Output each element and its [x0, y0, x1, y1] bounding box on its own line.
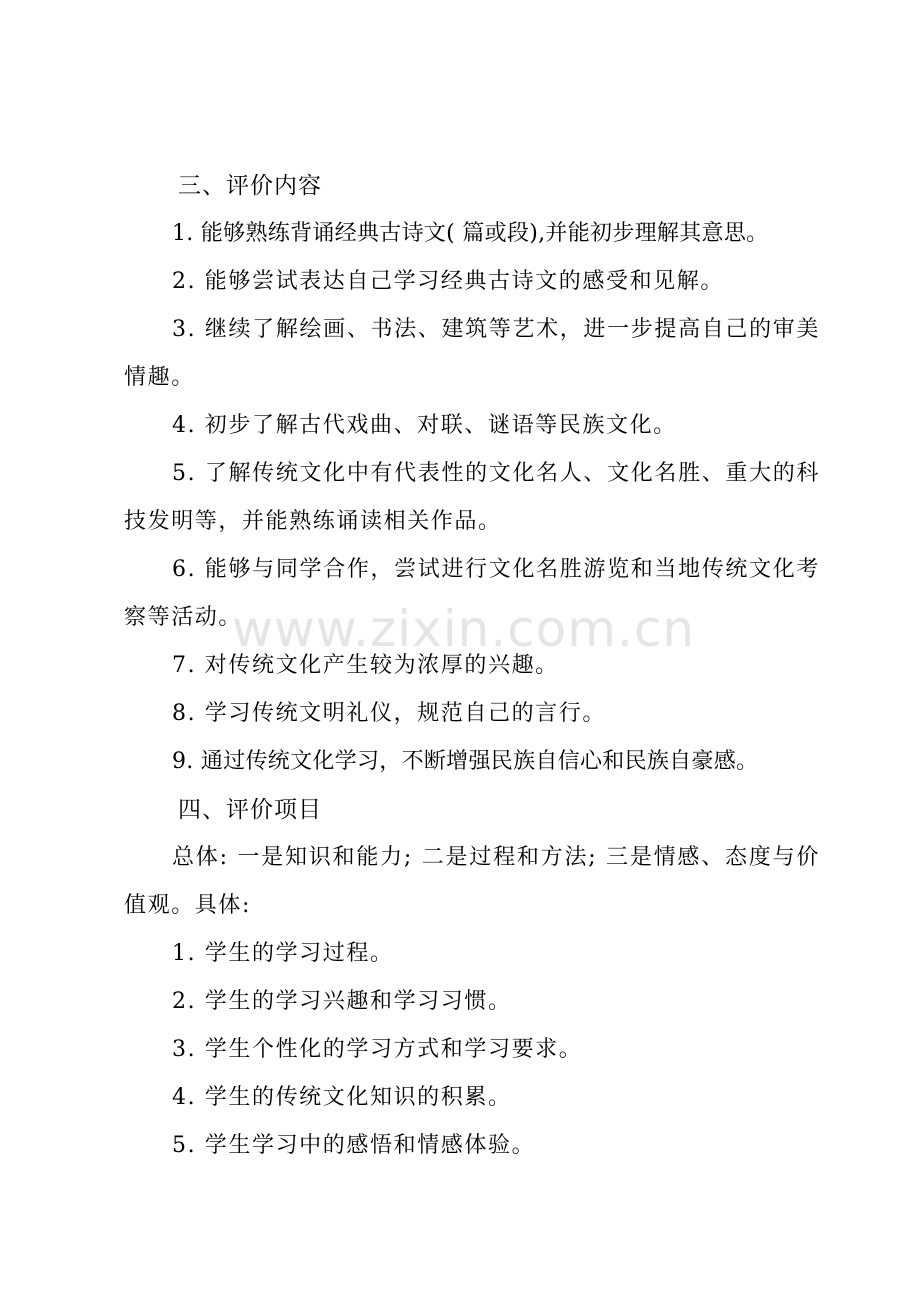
list-item: 6. 能够与同学合作，尝试进行文化名胜游览和当地传统文化考察等活动。 — [124, 557, 820, 630]
document-body — [124, 162, 820, 1170]
list-item: 3. 学生个性化的学习方式和学习要求。 — [172, 1037, 583, 1062]
list-item: 3. 继续了解绘画、书法、建筑等艺术，进一步提高自己的审美情趣。 — [124, 317, 820, 390]
section-heading-evaluation-items: 四、评价项目 — [178, 797, 322, 823]
list-item: 1. 学生的学习过程。 — [172, 941, 394, 966]
list-item: 8. 学习传统文明礼仪，规范自己的言行。 — [172, 701, 606, 726]
list-item: 1. 能够熟练背诵经典古诗文( 篇或段),并能初步理解其意思。 — [172, 221, 769, 246]
list-item: 9. 通过传统文化学习，不断增强民族自信心和民族自豪感。 — [172, 749, 759, 774]
list-item: 2. 能够尝试表达自己学习经典古诗文的感受和见解。 — [172, 269, 724, 294]
list-item: 5. 学生学习中的感悟和情感体验。 — [172, 1133, 536, 1158]
section-heading-evaluation-content: 三、评价内容 — [178, 173, 322, 199]
list-item: 4. 学生的传统文化知识的积累。 — [172, 1085, 512, 1110]
section-intro: 总体: 一是知识和能力; 二是过程和方法; 三是情感、态度与价值观。具体: — [124, 845, 820, 918]
list-item: 5. 了解传统文化中有代表性的文化名人、文化名胜、重大的科技发明等，并能熟练诵读相关作品。 — [124, 461, 820, 534]
list-item: 2. 学生的学习兴趣和学习习惯。 — [172, 989, 512, 1014]
list-item: 4. 初步了解古代戏曲、对联、谜语等民族文化。 — [172, 413, 677, 438]
watermark: www.zixin.com.cn — [232, 600, 696, 658]
list-item: 7. 对传统文化产生较为浓厚的兴趣。 — [172, 653, 559, 678]
